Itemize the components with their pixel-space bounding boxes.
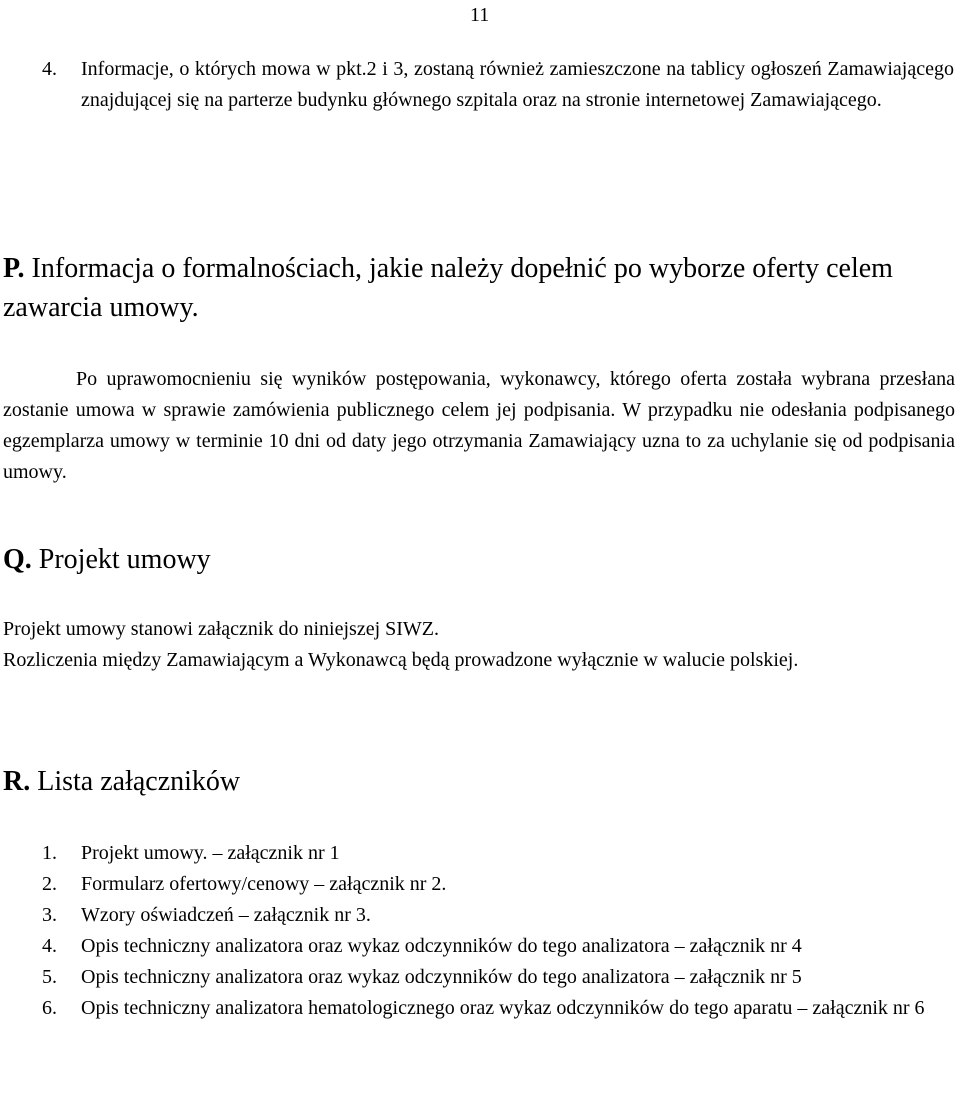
- section-letter: R.: [3, 766, 31, 797]
- list-item-text: Formularz ofertowy/cenowy – załącznik nr 2.: [81, 873, 447, 895]
- attachments-list: [42, 838, 956, 1024]
- paragraph-line: Rozliczenia między Zamawiającym a Wykonawcą będą prowadzone wyłącznie w walucie polskiej.: [3, 649, 799, 671]
- list-item-number: 5.: [42, 966, 57, 988]
- list-item-number: 1.: [42, 842, 57, 864]
- list-item-text: Wzory oświadczeń – załącznik nr 3.: [81, 904, 371, 926]
- list-item: [42, 962, 956, 993]
- list-item-number: 4.: [42, 58, 57, 80]
- list-item: [42, 993, 956, 1024]
- list-item: [42, 54, 954, 116]
- page-number: 11: [470, 4, 490, 26]
- paragraph-text: Po uprawomocnieniu się wyników postępowania, wykonawcy, którego oferta została wybrana przesłana zostanie umowa w sprawie zamówienia publicznego celem jej podpisania. W przypadku nie odesłania podpisanego egzemplarza umowy w terminie 10 dni od daty jego otrzymania Zamawiający uzna to za uchylanie się od podpisania umowy.: [3, 368, 955, 483]
- section-heading-r: [3, 762, 957, 801]
- section-p-paragraph: [3, 364, 955, 488]
- list-item: [42, 900, 956, 931]
- list-item-number: 2.: [42, 873, 57, 895]
- list-item-text: Projekt umowy. – załącznik nr 1: [81, 842, 340, 864]
- list-item-number: 6.: [42, 997, 57, 1019]
- list-item: [42, 931, 956, 962]
- section-title: Lista załączników: [37, 766, 241, 797]
- section-letter: P.: [3, 253, 25, 284]
- list-item-text: Opis techniczny analizatora oraz wykaz odczynników do tego analizatora – załącznik nr 5: [81, 966, 802, 988]
- list-item-number: 3.: [42, 904, 57, 926]
- section-heading-q: [3, 540, 957, 579]
- section-heading-p: [3, 249, 957, 327]
- list-item-text: Informacje, o których mowa w pkt.2 i 3, zostaną również zamieszczone na tablicy ogłoszeń Zamawiającego znajdującej się na parterze budynku głównego szpitala oraz na stronie internetowej Zamawiającego.: [81, 58, 954, 111]
- list-item-text: Opis techniczny analizatora oraz wykaz odczynników do tego analizatora – załącznik nr 4: [81, 935, 802, 957]
- paragraph-line: Projekt umowy stanowi załącznik do niniejszej SIWZ.: [3, 618, 440, 640]
- list-item: [42, 869, 956, 900]
- list-item: [42, 838, 956, 869]
- list-item-number: 4.: [42, 935, 57, 957]
- section-title: Projekt umowy: [38, 544, 211, 575]
- list-item-text: Opis techniczny analizatora hematologicznego oraz wykaz odczynników do tego aparatu – załącznik nr 6: [81, 997, 925, 1019]
- section-q-body: [3, 614, 955, 676]
- section-letter: Q.: [3, 544, 32, 575]
- section-title: Informacja o formalnościach, jakie należy dopełnić po wyborze oferty celem zawarcia umowy.: [3, 253, 893, 323]
